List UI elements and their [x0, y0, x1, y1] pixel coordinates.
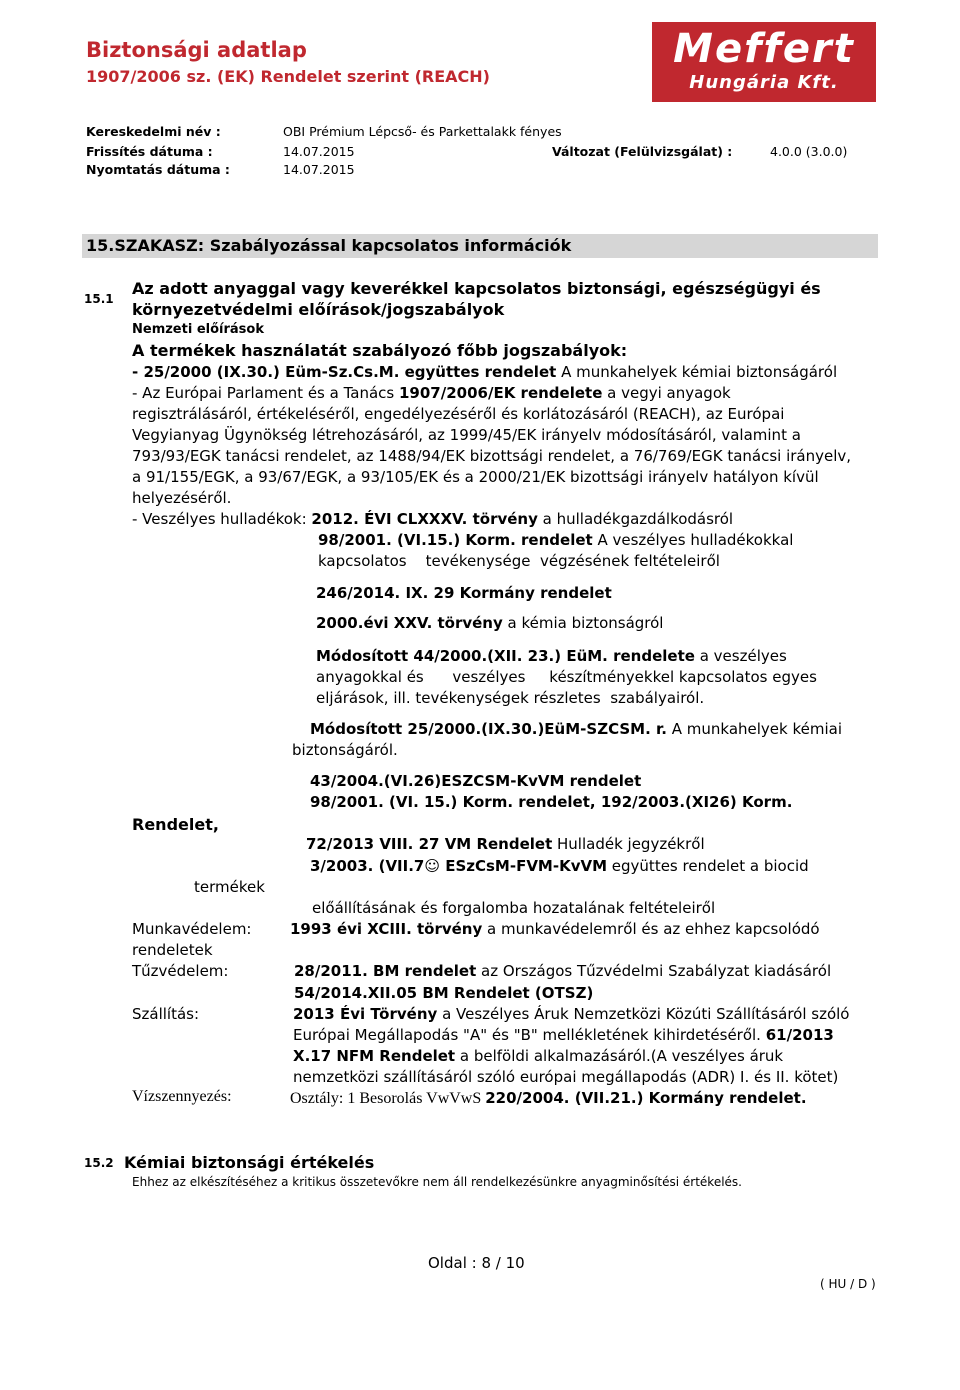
revision-date-label: Frissítés dátuma : — [86, 144, 213, 159]
company-logo — [652, 22, 876, 102]
tuzvedelem-label: Tűzvédelem: — [132, 962, 229, 980]
locale-indicator: ( HU / D ) — [820, 1277, 876, 1291]
szallitas-label: Szállítás: — [132, 1005, 200, 1023]
reg-line-15: eljárások, ill. tevékenységek részletes szabályairól. — [316, 689, 705, 707]
reg-line-16b: Módosított 25/2000.(IX.30.)EüM-SZCSM. r. — [310, 720, 667, 738]
reg-line-2a: - Az Európai Parlament és a Tanács — [132, 384, 399, 402]
reg-line-7: helyezéséről. — [132, 489, 232, 507]
reg-line-17: biztonságáról. — [292, 741, 398, 759]
trade-name-label: Kereskedelmi név : — [86, 124, 221, 139]
document-subtitle: 1907/2006 sz. (EK) Rendelet szerint (REACH) — [86, 67, 490, 86]
version-label: Változat (Felülvizsgálat) : — [552, 144, 733, 159]
reg-line-3: regisztrálásáról, értékeléséről, engedélyezéséről és korlátozásáról (REACH), az Európai — [132, 405, 785, 423]
reg-line-9c: A veszélyes hulladékokkal — [592, 531, 794, 549]
reg-line-13c: a veszélyes — [694, 647, 787, 665]
reg-line-29: nemzetközi szállításáról szóló európai megállapodás (ADR) I. és II. kötet) — [293, 1068, 839, 1086]
reg-line-2b: 1907/2006/EK rendelete — [399, 384, 603, 402]
reg-line-21 — [310, 857, 809, 875]
reg-line-1 — [132, 363, 837, 381]
reg-line-28b: X.17 NFM Rendelet — [293, 1047, 456, 1065]
reg-line-12b: 2000.évi XXV. törvény — [316, 614, 503, 632]
reg-line-4: Vegyianyag Ügynökség létrehozásáról, az 1999/45/EK irányelv módosításáról, valamint a — [132, 426, 801, 444]
reg-line-24c: az Országos Tűzvédelmi Szabályzat kiadásáról — [476, 962, 832, 980]
page-number: Oldal : 8 / 10 — [428, 1254, 525, 1272]
reg-line-8b: 2012. ÉVI CLXXXV. törvény — [311, 510, 538, 528]
reg-line-30b: 220/2004. (VII.21.) Kormány rendelet. — [485, 1089, 807, 1107]
reg-line-20b: 72/2013 VIII. 27 VM Rendelet — [306, 835, 553, 853]
reg-line-30a: Osztály: 1 Besorolás VwVwS — [290, 1090, 486, 1107]
reg-line-13 — [316, 647, 787, 665]
document-title: Biztonsági adatlap — [86, 38, 307, 62]
reg-line-30 — [290, 1088, 807, 1108]
subsection-number-2: 15.2 — [84, 1156, 114, 1170]
revision-date-value: 14.07.2015 — [283, 144, 355, 159]
main-regs-heading: A termékek használatát szabályozó főbb jogszabályok: — [132, 341, 628, 360]
termekek-label: termékek — [194, 878, 265, 896]
reg-line-20 — [306, 835, 705, 853]
reg-line-2 — [132, 384, 731, 402]
subsection-text-2: Ehhez az elkészítéséhez a kritikus összetevőkre nem áll rendelkezésünkre anyagminősítési értékelés. — [132, 1175, 742, 1189]
reg-line-27 — [293, 1026, 834, 1044]
subsection-title-line2: környezetvédelmi előírások/jogszabályok — [132, 300, 505, 319]
reg-line-1-bold: - 25/2000 (IX.30.) Eüm-Sz.Cs.M. együttes rendelet — [132, 363, 557, 381]
reg-line-12c: a kémia biztonságról — [502, 614, 664, 632]
reg-line-26b: 2013 Évi Törvény — [293, 1005, 438, 1023]
reg-line-28c: a belföldi alkalmazásáról.(A veszélyes áruk — [455, 1047, 784, 1065]
reg-line-16 — [310, 720, 842, 738]
reg-line-9b: 98/2001. (VI.15.) Korm. rendelet — [318, 531, 593, 549]
reg-line-6: a 91/155/EGK, a 93/67/EGK, a 93/105/EK és a 2000/21/EK bizottsági irányelv hatályon kívül — [132, 468, 819, 486]
reg-line-23b: 1993 évi XCIII. törvény — [290, 920, 483, 938]
reg-line-23 — [290, 920, 820, 938]
reg-line-8 — [132, 510, 733, 528]
reg-line-25: 54/2014.XII.05 BM Rendelet (OTSZ) — [294, 984, 594, 1002]
reg-line-21c: együttes rendelet a biocid — [607, 857, 809, 875]
reg-line-24 — [294, 962, 831, 980]
rendelet-label: Rendelet, — [132, 815, 219, 834]
reg-line-26 — [293, 1005, 850, 1023]
subsection-number-1: 15.1 — [84, 292, 114, 306]
reg-line-12 — [316, 614, 663, 632]
subsection-title-2: Kémiai biztonsági értékelés — [124, 1153, 375, 1172]
reg-line-22: előállításának és forgalomba hozatalának feltételeiről — [312, 899, 716, 917]
trade-name-value: OBI Prémium Lépcső- és Parkettalakk fényes — [283, 124, 562, 139]
reg-line-26c: a Veszélyes Áruk Nemzetközi Közúti Szállításáról szóló — [437, 1005, 850, 1023]
reg-line-2c: a vegyi anyagok — [602, 384, 731, 402]
reg-line-24b: 28/2011. BM rendelet — [294, 962, 477, 980]
reg-line-27a: Európai Megállapodás "A" és "B" mellékletének kihirdetéséről. — [293, 1026, 766, 1044]
reg-line-8c: a hulladékgazdálkodásról — [537, 510, 734, 528]
munkavedelem-label: Munkavédelem: — [132, 920, 252, 938]
reg-line-18: 43/2004.(VI.26)ESZCSM-KvVM rendelet — [310, 772, 642, 790]
print-date-value: 14.07.2015 — [283, 162, 355, 177]
reg-line-28 — [293, 1047, 783, 1065]
reg-line-8a: - Veszélyes hulladékok: — [132, 510, 312, 528]
reg-line-23c: a munkavédelemről és az ehhez kapcsolódó — [482, 920, 820, 938]
reg-line-27b: 61/2013 — [765, 1026, 834, 1044]
version-value: 4.0.0 (3.0.0) — [770, 144, 848, 159]
print-date-label: Nyomtatás dátuma : — [86, 162, 230, 177]
reg-line-13a: Módosított 44/2000.(XII. 23.) EüM. rendelete — [316, 647, 695, 665]
national-regs: Nemzeti előírások — [132, 322, 264, 337]
reg-line-16c: A munkahelyek kémiai — [666, 720, 842, 738]
vizszennyezes-label: Vízszennyezés: — [132, 1088, 232, 1105]
reg-line-5: 793/93/EGK tanácsi rendelet, az 1488/94/EK bizottsági rendelet, a 76/769/EGK tanácsi irányelv, — [132, 447, 852, 465]
rendeletek-label: rendeletek — [132, 941, 213, 959]
reg-line-21b: 3/2003. (VII.7☺ ESzCsM-FVM-KvVM — [310, 857, 608, 875]
logo-subname: Hungária Kft. — [689, 72, 839, 93]
logo-name: Meffert — [673, 26, 855, 72]
reg-line-10: kapcsolatos tevékenysége végzésének feltételeiről — [318, 552, 720, 570]
reg-line-11: 246/2014. IX. 29 Kormány rendelet — [316, 584, 612, 602]
subsection-title-line1: Az adott anyaggal vagy keverékkel kapcsolatos biztonsági, egészségügyi és — [132, 279, 821, 298]
reg-line-14: anyagokkal és veszélyes készítményekkel kapcsolatos egyes — [316, 668, 817, 686]
section-title: 15.SZAKASZ: Szabályozással kapcsolatos információk — [86, 236, 572, 255]
reg-line-19: 98/2001. (VI. 15.) Korm. rendelet, 192/2003.(XI26) Korm. — [310, 793, 793, 811]
reg-line-20c: Hulladék jegyzékről — [552, 835, 705, 853]
reg-line-1-text: A munkahelyek kémiai biztonságáról — [556, 363, 838, 381]
reg-line-9 — [318, 531, 793, 549]
